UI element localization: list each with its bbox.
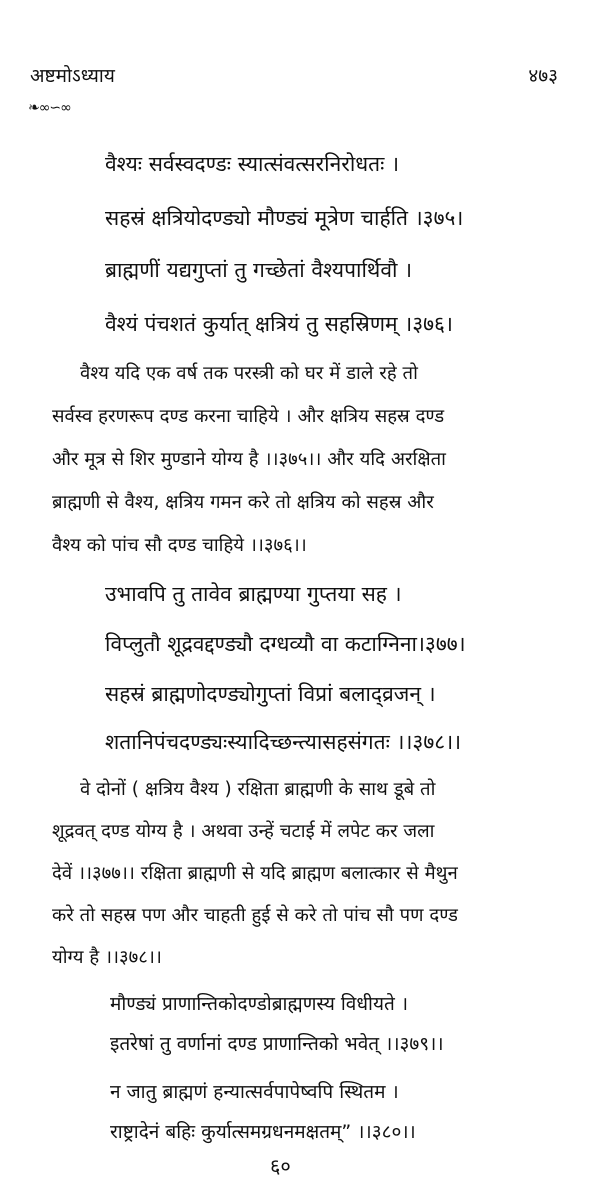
verse-line: वैश्यः सर्वस्वदण्डः स्यात्संवत्सरनिरोधतः । <box>105 152 400 176</box>
verse-line: न जातु ब्राह्मणं हन्यात्सर्वपापेष्वपि स्थितम । <box>110 1081 399 1103</box>
verse-line: मौण्ड्यं प्राणान्तिकोदण्डोब्राह्मणस्य विधीयते । <box>110 993 409 1015</box>
commentary-line: वैश्य को पांच सौ दण्ड चाहिये ।।३७६।। <box>52 535 307 556</box>
chapter-header: अष्टमोऽध्याय <box>30 65 115 87</box>
verse-line: वैश्यं पंचशतं कुर्यात् क्षत्रियं तु सहस्रिणम् ।३७६। <box>105 312 453 336</box>
verse-line: सहस्रं क्षत्रियोदण्ड्यो मौण्ड्यं मूत्रेण चार्हति ।३७५। <box>105 206 464 230</box>
commentary-line: देवें ।।३७७।। रक्षिता ब्राह्मणी से यदि ब्राह्मण बलात्कार से मैथुन <box>52 863 458 884</box>
commentary-line: सर्वस्व हरणरूप दण्ड करना चाहिये । और क्षत्रिय सहस्र दण्ड <box>52 406 445 427</box>
commentary-line: करे तो सहस्र पण और चाहती हुई से करे तो पांच सौ पण दण्ड <box>52 905 458 926</box>
verse-line: ब्राह्मणीं यद्यगुप्तां तु गच्छेतां वैश्यपार्थिवौ । <box>105 258 413 282</box>
page-number: ४७३ <box>528 65 558 87</box>
folio-number: ६० <box>270 1154 291 1178</box>
ornament-rule: ❧∞∽∞ <box>28 100 71 116</box>
commentary-line: योग्य है ।।३७८।। <box>52 947 162 968</box>
verse-line: शतानिपंचदण्ड्यःस्यादिच्छन्त्यासहसंगतः ।।३७८।। <box>105 730 462 754</box>
commentary-line: वैश्य यदि एक वर्ष तक परस्त्री को घर में डाले रहे तो <box>80 363 418 384</box>
commentary-line: ब्राह्मणी से वैश्य, क्षत्रिय गमन करे तो क्षत्रिय को सहस्र और <box>52 492 434 513</box>
commentary-line: शूद्रवत् दण्ड योग्य है । अथवा उन्हें चटाई में लपेट कर जला <box>52 821 435 842</box>
commentary-line: वे दोनों ( क्षत्रिय वैश्य ) रक्षिता ब्राह्मणी के साथ डूबे तो <box>80 779 436 800</box>
verse-line: इतरेषां तु वर्णानां दण्ड प्राणान्तिको भवेत् ।।३७९।। <box>110 1033 444 1055</box>
verse-line: उभावपि तु तावेव ब्राह्मण्या गुप्तया सह । <box>105 582 402 606</box>
verse-line: राष्ट्रादेनं बहिः कुर्यात्समग्रधनमक्षतम्” ।।३८०।। <box>110 1121 416 1143</box>
verse-line: विप्लुतौ शूद्रवद्दण्ड्यौ दग्धव्यौ वा कटाग्निना।३७७। <box>105 632 466 656</box>
verse-line: सहस्रं ब्राह्मणोदण्ड्योगुप्तां विप्रां बलाद्व्रजन् । <box>105 682 436 706</box>
commentary-line: और मूत्र से शिर मुण्डाने योग्य है ।।३७५।। और यदि अरक्षिता <box>52 449 446 470</box>
